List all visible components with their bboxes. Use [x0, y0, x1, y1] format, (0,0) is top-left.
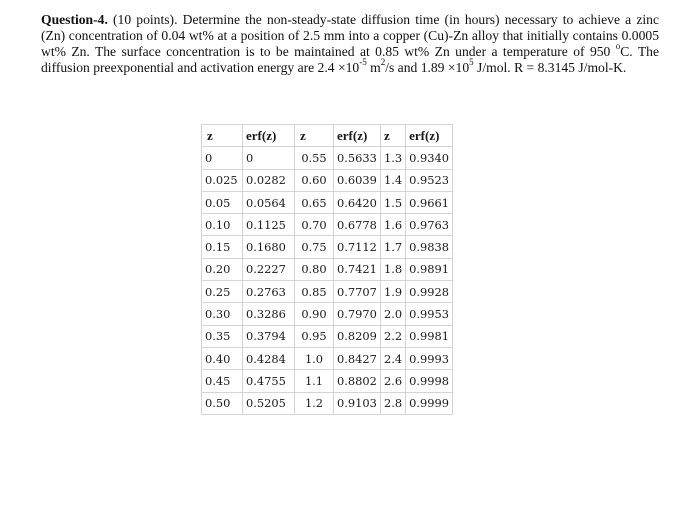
table-cell: 2.0 [381, 303, 406, 325]
table-cell: 0.6039 [334, 169, 381, 191]
table-cell: 0.9103 [334, 392, 381, 414]
table-cell: 0.3794 [243, 325, 295, 347]
table-row [202, 191, 453, 213]
table-cell: 0.8427 [334, 347, 381, 369]
table-cell: 1.6 [381, 214, 406, 236]
table-cell: 0.9998 [406, 370, 453, 392]
table-cell: 0.3286 [243, 303, 295, 325]
table-row [202, 214, 453, 236]
question-body-2: C. The diffusion preexponential and activation energy are 2.4 ×10 [41, 44, 659, 75]
table-cell: 0.1125 [243, 214, 295, 236]
table-cell: 0.7707 [334, 281, 381, 303]
table-row [202, 370, 453, 392]
table-cell: 0.9838 [406, 236, 453, 258]
table-cell: 0.9928 [406, 281, 453, 303]
question-body-1: (10 points). Determine the non-steady-state diffusion time (in hours) necessary to achieve a zinc (Zn) concentration of 0.04 wt% at a position of 2.5 mm into a copper (Cu)-Zn alloy that initially contains 0.0005 wt% Zn. The surface concentration is to be maintained at 0.85 wt% Zn under a temperature of 950 [41, 12, 659, 59]
table-cell: 0.10 [202, 214, 243, 236]
question-body-5: J/mol. R = 8.3145 J/mol-K. [473, 60, 627, 75]
table-cell: 0.6420 [334, 191, 381, 213]
table-cell: 2.4 [381, 347, 406, 369]
exponent-1: -5 [359, 57, 367, 68]
table-cell: 0.6778 [334, 214, 381, 236]
table-cell: 0.9523 [406, 169, 453, 191]
table-cell: 0 [202, 147, 243, 169]
table-cell: 0.95 [295, 325, 334, 347]
table-cell: 1.8 [381, 258, 406, 280]
table-cell: 0.9340 [406, 147, 453, 169]
erf-table-body [202, 147, 453, 415]
question-body-4: /s and 1.89 ×10 [385, 60, 470, 75]
header-erf-1: erf(z) [243, 125, 295, 147]
table-cell: 0.20 [202, 258, 243, 280]
table-cell: 0.9661 [406, 191, 453, 213]
table-cell: 1.7 [381, 236, 406, 258]
question-body-3: m [366, 60, 381, 75]
table-row [202, 392, 453, 414]
table-cell: 2.2 [381, 325, 406, 347]
table-row [202, 147, 453, 169]
table-cell: 0.35 [202, 325, 243, 347]
table-cell: 0.75 [295, 236, 334, 258]
header-erf-3: erf(z) [406, 125, 453, 147]
table-cell: 2.6 [381, 370, 406, 392]
table-cell: 0.70 [295, 214, 334, 236]
table-cell: 0.4755 [243, 370, 295, 392]
table-row [202, 347, 453, 369]
table-cell: 0.85 [295, 281, 334, 303]
question-text [41, 12, 659, 76]
table-cell: 0.90 [295, 303, 334, 325]
table-cell: 0.4284 [243, 347, 295, 369]
table-cell: 0 [243, 147, 295, 169]
table-cell: 0.2227 [243, 258, 295, 280]
table-cell: 0.30 [202, 303, 243, 325]
table-cell: 1.0 [295, 347, 334, 369]
table-cell: 1.4 [381, 169, 406, 191]
degree-sup: o [615, 41, 621, 52]
table-cell: 0.60 [295, 169, 334, 191]
table-cell: 0.7112 [334, 236, 381, 258]
table-cell: 0.80 [295, 258, 334, 280]
table-cell: 0.1680 [243, 236, 295, 258]
table-cell: 0.5205 [243, 392, 295, 414]
question-title: Question-4. [41, 12, 108, 27]
header-z-2: z [295, 125, 334, 147]
table-cell: 0.25 [202, 281, 243, 303]
table-cell: 0.05 [202, 191, 243, 213]
table-cell: 0.9993 [406, 347, 453, 369]
table-cell: 1.2 [295, 392, 334, 414]
table-cell: 0.7421 [334, 258, 381, 280]
erf-table-container [201, 124, 453, 415]
exponent-3: 5 [469, 57, 474, 68]
header-erf-2: erf(z) [334, 125, 381, 147]
table-cell: 0.2763 [243, 281, 295, 303]
table-cell: 1.1 [295, 370, 334, 392]
table-cell: 0.65 [295, 191, 334, 213]
table-cell: 0.50 [202, 392, 243, 414]
table-row [202, 303, 453, 325]
table-cell: 1.3 [381, 147, 406, 169]
table-cell: 0.0564 [243, 191, 295, 213]
table-row [202, 281, 453, 303]
header-z-1: z [202, 125, 243, 147]
table-cell: 0.15 [202, 236, 243, 258]
table-cell: 0.9763 [406, 214, 453, 236]
table-cell: 0.8802 [334, 370, 381, 392]
table-cell: 0.7970 [334, 303, 381, 325]
table-cell: 0.9953 [406, 303, 453, 325]
table-cell: 0.9981 [406, 325, 453, 347]
table-header-row [202, 125, 453, 147]
table-cell: 0.0282 [243, 169, 295, 191]
table-row [202, 325, 453, 347]
table-cell: 0.025 [202, 169, 243, 191]
erf-table [201, 124, 453, 415]
table-cell: 2.8 [381, 392, 406, 414]
table-cell: 0.45 [202, 370, 243, 392]
exponent-2: 2 [380, 57, 386, 68]
table-cell: 0.5633 [334, 147, 381, 169]
table-row [202, 258, 453, 280]
table-cell: 0.9999 [406, 392, 453, 414]
table-row [202, 236, 453, 258]
table-cell: 0.9891 [406, 258, 453, 280]
table-cell: 0.55 [295, 147, 334, 169]
header-z-3: z [381, 125, 406, 147]
table-row [202, 169, 453, 191]
table-cell: 1.9 [381, 281, 406, 303]
table-cell: 0.40 [202, 347, 243, 369]
table-cell: 0.8209 [334, 325, 381, 347]
table-cell: 1.5 [381, 191, 406, 213]
